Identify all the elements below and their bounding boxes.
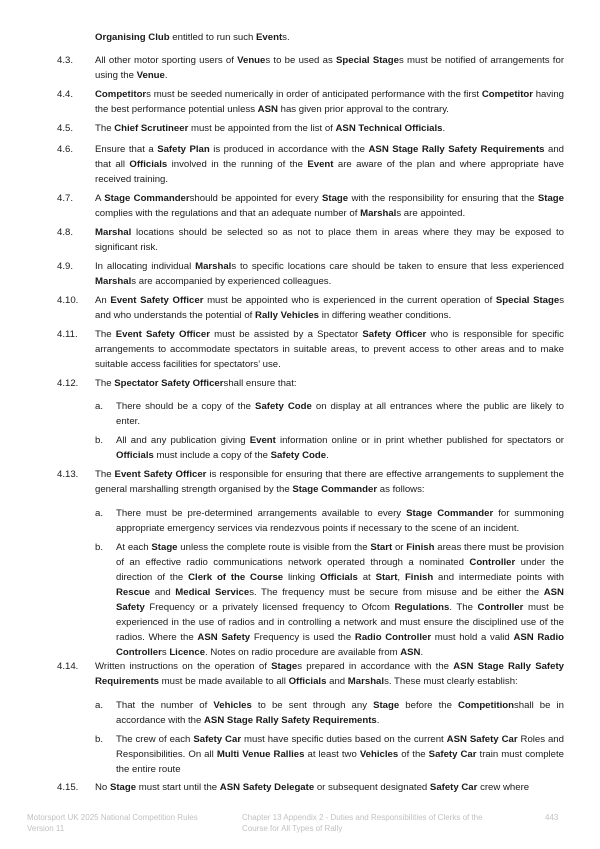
clause-number: 4.3. xyxy=(57,55,74,66)
defined-term: Licence xyxy=(169,647,206,658)
clause-text-run: must be made available to all xyxy=(161,676,289,687)
defined-term: Medical Service xyxy=(175,587,250,598)
clause-text-run: s. The frequency must be secure from misuse and be either the xyxy=(249,587,544,598)
defined-term: Stage xyxy=(321,193,349,204)
clause-text-run: At each xyxy=(116,542,152,553)
clause-text-run: s are accompanied by experienced colleagues. xyxy=(131,276,332,287)
clause-number: a. xyxy=(95,700,104,711)
defined-term: Safety Car xyxy=(193,734,242,745)
footer-chapter-line1: Chapter 13 Appendix 2 - Duties and Responsibilities of Clerks of the xyxy=(242,813,483,822)
footer-version: Version 11 xyxy=(27,824,65,833)
clause-text-run: Written instructions on the operation of xyxy=(95,661,272,672)
defined-term: Venue xyxy=(237,55,266,66)
clause-text-run: areas there must be provision of an effective radio communications network operated through a nominated xyxy=(116,542,565,568)
clause-text-run: s prepared in accordance with the xyxy=(297,661,454,672)
clause-text-run: The xyxy=(95,329,116,340)
clause-text xyxy=(95,293,564,323)
clause-text-run: entitled to run such xyxy=(172,32,257,43)
clause-text-run: . Notes on radio procedure are available from xyxy=(205,647,401,658)
clause-text-run: is produced in accordance with the xyxy=(213,144,369,155)
clause-text-run: . The xyxy=(449,602,478,613)
clause-text-run: crew where xyxy=(480,782,530,793)
defined-term: ASN xyxy=(400,647,421,658)
defined-term: ASN Safety Delegate xyxy=(219,782,315,793)
defined-term: Safety Officer xyxy=(362,329,427,340)
defined-term: Regulations xyxy=(394,602,450,613)
clause-text-run: The xyxy=(95,469,115,480)
defined-term: ASN Stage Rally Safety Requirements xyxy=(95,661,564,687)
clause-text-run: before the xyxy=(405,700,458,711)
clause-text-run: in differing weather conditions. xyxy=(321,310,452,321)
defined-term: Controller xyxy=(469,557,516,568)
clause-text-run: The xyxy=(95,378,115,389)
clause-text-run: must be appointed from the list of xyxy=(190,123,336,134)
defined-term: Competitor xyxy=(481,89,533,100)
clause-text xyxy=(95,780,564,795)
clause-text-run: are aware of the plan and where appropriate have received training. xyxy=(95,159,564,185)
clause-text-run: No xyxy=(95,782,110,793)
clause-text-run: s to specific locations care should be taken to ensure that less experienced xyxy=(231,261,564,272)
clause-text-run: must be appointed who is experienced in the current operation of xyxy=(207,295,496,306)
clause-text-run: s to be used as xyxy=(265,55,336,66)
defined-term: Stage xyxy=(109,782,137,793)
clause-text-run: unless the complete route is visible from the xyxy=(180,542,371,553)
clause-text-run: All and any publication giving xyxy=(116,435,250,446)
clause-text-run: s. These must clearly establish: xyxy=(384,676,518,687)
clause-number: 4.14. xyxy=(57,661,79,672)
defined-term: Stage Commander xyxy=(406,508,494,519)
clause-text-run: at xyxy=(362,572,376,583)
defined-term: Safety Car xyxy=(429,782,478,793)
clause-text-run: must hold a valid xyxy=(434,632,514,643)
clause-text xyxy=(95,87,564,117)
clause-text-run: is responsible for ensuring that there are effective arrangements to supplement the general marshalling strength organised by the xyxy=(95,469,564,495)
clause-text-run: . xyxy=(164,70,168,81)
defined-term: Spectator Safety Officer xyxy=(114,378,224,389)
clause-text-run: of the xyxy=(401,749,429,760)
defined-term: Safety Code xyxy=(270,450,327,461)
clause-text xyxy=(116,540,564,660)
defined-term: Officials xyxy=(116,450,154,461)
defined-term: Vehicles xyxy=(359,749,399,760)
defined-term: ASN Radio Controller xyxy=(116,632,565,658)
clause-text-run: and that all xyxy=(95,144,565,170)
clause-text-run: as follows: xyxy=(379,484,425,495)
clause-number: 4.10. xyxy=(57,295,79,306)
clause-text-run: . xyxy=(326,450,329,461)
defined-term: Officials xyxy=(320,572,358,583)
clause-text xyxy=(95,30,564,45)
clause-number: a. xyxy=(95,508,104,519)
defined-term: ASN Stage Rally Safety Requirements xyxy=(204,715,377,726)
defined-term: Controller xyxy=(477,602,524,613)
clause-number: 4.8. xyxy=(57,227,74,238)
page-number: 443 xyxy=(545,813,559,822)
clause-text-run: at least two xyxy=(307,749,360,760)
defined-term: Finish xyxy=(404,572,434,583)
clause-text-run: complies with the regulations and that an adequate number of xyxy=(95,208,361,219)
clause-number: a. xyxy=(95,401,104,412)
defined-term: Safety Code xyxy=(255,401,312,412)
defined-term: Clerk of the Course xyxy=(188,572,284,583)
clause-text xyxy=(116,433,564,463)
clause-text-run: or subsequent designated xyxy=(316,782,430,793)
defined-term: Finish xyxy=(406,542,435,553)
defined-term: Officials xyxy=(288,676,327,687)
clause-text-run: and xyxy=(329,676,348,687)
clause-text-run: must have specific duties based on the current xyxy=(244,734,447,745)
defined-term: ASN Stage Rally Safety Requirements xyxy=(368,144,545,155)
clause-text xyxy=(95,376,564,391)
clause-number: b. xyxy=(95,542,104,553)
defined-term: Radio Controller xyxy=(354,632,432,643)
clause-text-run: s are appointed. xyxy=(396,208,466,219)
clause-text-run: having the best performance potential unless xyxy=(95,89,564,115)
clause-text xyxy=(95,225,564,255)
defined-term: Stage xyxy=(537,193,564,204)
clause-text-run: s xyxy=(161,647,170,658)
defined-term: Event xyxy=(249,435,276,446)
defined-term: Multi Venue Rallies xyxy=(216,749,305,760)
clause-text-run: must be experienced in the use of radios and in controlling a network and must ensure the disciplined use of the radios. Where the xyxy=(116,602,564,643)
clause-text-run: information online or in print whether published for spectators or xyxy=(279,435,564,446)
clause-text-run: must start until the xyxy=(138,782,220,793)
footer-chapter-line2: Course for All Types of Rally xyxy=(242,824,343,833)
clause-text-run: who is responsible for specific arrangements to accommodate spectators in suitable areas, to prevent access to other areas and to make suitable access facilities for spectators’ use. xyxy=(95,329,564,370)
clause-text-run: and xyxy=(154,587,176,598)
clause-text-run: . xyxy=(442,123,446,134)
clause-text-run: linking xyxy=(287,572,321,583)
defined-term: ASN Safety Car xyxy=(446,734,518,745)
clause-text-run: to be sent through any xyxy=(257,700,374,711)
clause-text-run: The crew of each xyxy=(116,734,194,745)
clause-text-run: for summoning appropriate emergency services via rendezvous points if necessary to the scene of an incident. xyxy=(116,508,565,534)
defined-term: Marshal xyxy=(347,676,385,687)
clause-text-run: , xyxy=(397,572,405,583)
defined-term: Safety Plan xyxy=(157,144,210,155)
footer-rulebook-title xyxy=(27,812,227,834)
clause-text xyxy=(95,53,564,83)
defined-term: Rescue xyxy=(116,587,151,598)
clause-text-run: . xyxy=(420,647,424,658)
clause-text-run: An xyxy=(95,295,111,306)
clause-number: b. xyxy=(95,435,104,446)
clause-number: 4.7. xyxy=(57,193,74,204)
clause-text-run: with the responsibility for ensuring that the xyxy=(351,193,538,204)
clause-text-run: Ensure that a xyxy=(95,144,158,155)
defined-term: Special Stage xyxy=(336,55,399,66)
clause-text-run: A xyxy=(95,193,105,204)
defined-term: Stage xyxy=(151,542,178,553)
defined-term: Chief Scrutineer xyxy=(114,123,189,134)
clause-number: 4.9. xyxy=(57,261,74,272)
clause-text-run: Frequency or a privately licensed frequency to Ofcom xyxy=(149,602,395,613)
defined-term: Special Stage xyxy=(495,295,560,306)
clause-text-run: Roles and Responsibilities. On all xyxy=(116,734,564,760)
clause-text-run: All other motor sporting users of xyxy=(95,55,238,66)
clause-text-run: has given prior approval to the contrary. xyxy=(280,104,449,115)
clause-number: 4.11. xyxy=(57,329,78,340)
clause-text-run: should be appointed for every xyxy=(189,193,322,204)
defined-term: ASN Safety xyxy=(116,587,564,613)
defined-term: Officials xyxy=(129,159,168,170)
clause-text xyxy=(95,659,564,689)
clause-text-run: In allocating individual xyxy=(95,261,196,272)
clause-text-run: There should be a copy of the xyxy=(116,401,256,412)
defined-term: Marshal xyxy=(95,227,132,238)
clause-text-run: train must complete the entire route xyxy=(116,749,564,775)
clause-number: 4.15. xyxy=(57,782,79,793)
clause-text-run: on display at all entrances where the public are likely to enter. xyxy=(116,401,564,427)
clause-text-run: under the direction of the xyxy=(116,557,564,583)
clause-text xyxy=(95,191,564,221)
clause-text xyxy=(95,142,564,187)
clause-text-run: or xyxy=(394,542,407,553)
defined-term: Event xyxy=(307,159,334,170)
clause-text-run: involved in the running of the xyxy=(171,159,308,170)
clause-text-run: must include a copy of the xyxy=(156,450,271,461)
clause-text xyxy=(95,121,564,136)
clause-text-run: s and who understands the potential of xyxy=(95,295,565,321)
clause-text-run: That the number of xyxy=(116,700,214,711)
defined-term: Marshal xyxy=(95,276,132,287)
clause-text xyxy=(95,327,564,372)
clause-text-run: . xyxy=(376,715,380,726)
defined-term: Stage xyxy=(373,700,400,711)
defined-term: Organising Club xyxy=(95,32,170,43)
defined-term: ASN Safety xyxy=(197,632,251,643)
clause-text-run: must be assisted by a Spectator xyxy=(214,329,363,340)
defined-term: Safety Car xyxy=(428,749,477,760)
clause-number: 4.6. xyxy=(57,144,74,155)
defined-term: Event Safety Officer xyxy=(114,469,207,480)
defined-term: Stage xyxy=(271,661,298,672)
clause-number: 4.13. xyxy=(57,469,79,480)
defined-term: Marshal xyxy=(195,261,232,272)
defined-term: Stage Commander xyxy=(292,484,378,495)
clause-text-run: locations should be selected so as not to place them in areas where they may be exposed to significant risk. xyxy=(95,227,565,253)
clause-text-run: s must be seeded numerically in order of anticipated performance with the first xyxy=(146,89,482,100)
clause-text-run: The xyxy=(95,123,115,134)
clause-text-run: There must be pre-determined arrangements available to every xyxy=(116,508,407,519)
footer-rulebook-name: Motorsport UK 2025 National Competition Rules xyxy=(27,813,198,822)
clause-text-run: shall be in accordance with the xyxy=(116,700,564,726)
clause-text-run: s must be notified of arrangements for using the xyxy=(95,55,565,81)
clause-text-run: s. xyxy=(282,32,290,43)
defined-term: ASN xyxy=(257,104,278,115)
defined-term: Vehicles xyxy=(213,700,252,711)
footer-chapter-title xyxy=(242,812,522,834)
defined-term: Competition xyxy=(458,700,514,711)
defined-term: ASN Technical Officials xyxy=(335,123,443,134)
clause-text xyxy=(95,259,564,289)
clause-text-run: shall ensure that: xyxy=(223,378,297,389)
clause-text xyxy=(116,732,564,777)
clause-text-run: Frequency is used the xyxy=(253,632,355,643)
defined-term: Start xyxy=(375,572,398,583)
defined-term: Start xyxy=(370,542,393,553)
defined-term: Marshal xyxy=(360,208,397,219)
clause-number: 4.12. xyxy=(57,378,79,389)
clause-text xyxy=(116,698,564,728)
defined-term: Rally Vehicles xyxy=(255,310,320,321)
clause-number: 4.4. xyxy=(57,89,74,100)
defined-term: Event Safety Officer xyxy=(115,329,210,340)
clause-number: 4.5. xyxy=(57,123,74,134)
defined-term: Venue xyxy=(136,70,165,81)
defined-term: Event Safety Officer xyxy=(110,295,204,306)
defined-term: Competitor xyxy=(95,89,147,100)
defined-term: Event xyxy=(256,32,283,43)
clause-text xyxy=(116,399,564,429)
clause-text xyxy=(95,467,564,497)
clause-text-run: and intermediate points with xyxy=(438,572,564,583)
defined-term: Stage Commander xyxy=(104,193,190,204)
clause-number: b. xyxy=(95,734,104,745)
clause-text xyxy=(116,506,564,536)
